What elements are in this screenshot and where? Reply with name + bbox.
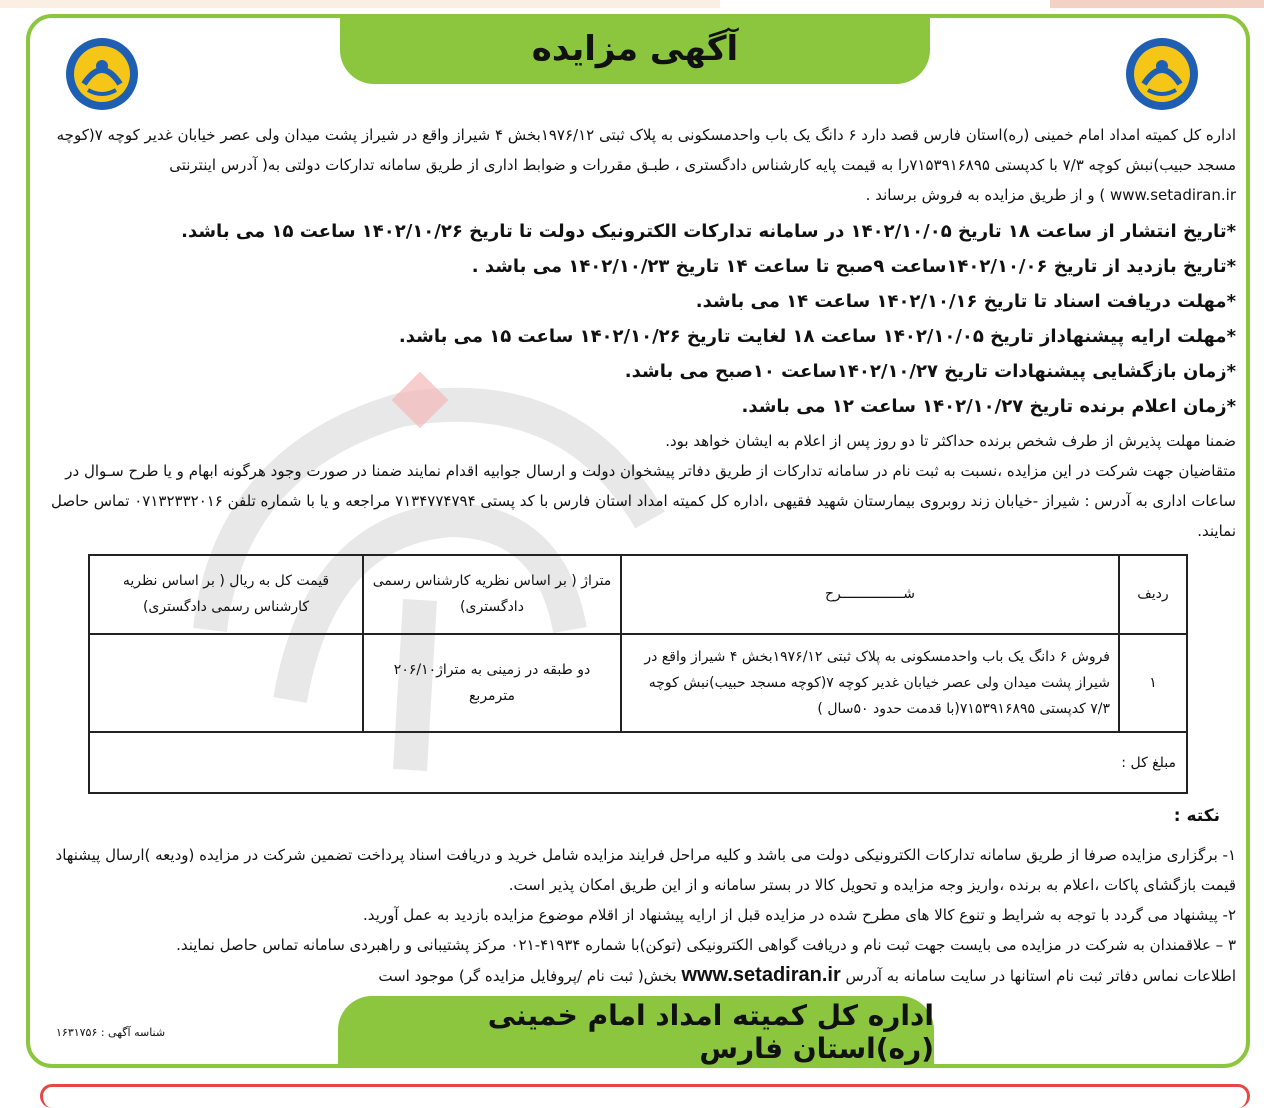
auction-table <box>88 554 1188 794</box>
applicants-note: متقاضیان جهت شرکت در این مزایده ،نسبت به ثبت نام در سامانه تدارکات از طریق دفاتر پیشخوان دولت و ارسال جوابیه اقدام نمایند ضمنا در صورت وجود هرگونه ابهام و یا طرح سـوال در ساعات اداری به آدرس : شیراز -خیابان زند روبروی بیمارستان شهید فقیهی ،اداره کل کمیته امداد استان فارس با کد پستی ۷۱۳۴۷۷۴۷۹۴ مراجعه و یا با شماره تلفن ۰۷۱۳۲۳۳۲۰۱۶ تماس حاصل نمایند. <box>51 462 1236 540</box>
note-item: ۲- پیشنهاد می گردد با توجه به شرایط و تنوع کالا های مطرح شده در مزایده قبل از ارایه پیشنهاد از اقلام موضوع مزایده بازدید به عمل آورید. <box>363 906 1236 924</box>
schedule-item: *مهلت دریافت اسناد تا تاریخ ۱۴۰۲/۱۰/۱۶ ساعت ۱۴ می باشد. <box>695 291 1236 312</box>
note-item: ۳ – علاقمندان به شرکت در مزایده می بایست جهت ثبت نام و دریافت گواهی الکترونیکی (توکن)با شماره ۴۱۹۳۴-۰۲۱ مرکز پشتیبانی و راهبردی سامانه تماس حاصل نمایند. <box>176 936 1236 954</box>
cell-row-number: ۱ <box>1119 634 1187 733</box>
page-title: آگهی مزایده <box>531 29 739 69</box>
note-title: نکته : <box>1173 806 1220 826</box>
notes-list <box>40 840 1236 991</box>
acceptance-note: ضمنا مهلت پذیرش از طرف شخص برنده حداکثر تا دو روز پس از اعلام به ایشان خواهد بود. <box>665 432 1236 450</box>
schedule-item: *تاریخ بازدید از تاریخ ۱۴۰۲/۱۰/۰۶ساعت ۹صبح تا ساعت ۱۴ تاریخ ۱۴۰۲/۱۰/۲۳ می باشد . <box>471 256 1236 277</box>
footer-org-name: اداره کل کمیته امداد امام خمینی (ره)استان فارس <box>487 999 934 1065</box>
header-area: متراژ ( بر اساس نظریه کارشناس رسمی دادگستری) <box>363 555 621 634</box>
imam-khomeini-relief-logo <box>64 36 140 112</box>
footer-banner <box>338 996 934 1068</box>
info-line-before: اطلاعات نماس دفاتر ثبت نام استانها در سایت سامانه به آدرس <box>840 967 1236 985</box>
table-row <box>89 634 1187 733</box>
imam-khomeini-relief-logo <box>1124 36 1200 112</box>
schedule-item: *تاریخ انتشار از ساعت ۱۸ تاریخ ۱۴۰۲/۱۰/۰۵ در سامانه تدارکات الکترونیک دولت تا تاریخ ۱۴۰۲/۱۰/۲۶ ساعت ۱۵ می باشد. <box>181 221 1236 242</box>
header-description: شـــــــــــــــرح <box>621 555 1119 634</box>
schedule-item: *زمان بازگشایی پیشنهادات تاریخ ۱۴۰۲/۱۰/۲۷ساعت ۱۰صبح می باشد. <box>624 361 1236 382</box>
header-row-number: ردیف <box>1119 555 1187 634</box>
website-link[interactable]: www.setadiran.ir <box>681 964 841 986</box>
info-line <box>40 960 1236 991</box>
schedule-item: *مهلت ارایه پیشنهاداز تاریخ ۱۴۰۲/۱۰/۰۵ ساعت ۱۸ لغایت تاریخ ۱۴۰۲/۱۰/۲۶ ساعت ۱۵ می باشد. <box>398 326 1236 347</box>
table-total-row <box>89 732 1187 793</box>
cell-area: دو طبقه در زمینی به متراژ۲۰۶/۱۰ مترمربع <box>363 634 621 733</box>
schedule-item: *زمان اعلام برنده تاریخ ۱۴۰۲/۱۰/۲۷ ساعت ۱۲ می باشد. <box>741 396 1236 417</box>
intro-paragraph: اداره کل کمیته امداد امام خمینی (ره)استان فارس قصد دارد ۶ دانگ یک باب واحدمسکونی به پلاک ثبتی ۱۹۷۶/۱۲بخش ۴ شیراز واقع در شیراز پشت میدان ولی عصر خیابان غدیر کوچه ۷(کوچه مسجد حبیب)نبش کوچه ۷/۳ با کدپستی ۷۱۵۳۹۱۶۸۹۵را به قیمت پایه کارشناس دادگستری ، طبـق مقررات و ضوابط اداری از طریق سامانه تدارکات دولتی به( آدرس اینترنتی www.setadiran.ir ) و از طریق مزایده به فروش برساند . <box>56 126 1236 204</box>
cell-price <box>89 634 363 733</box>
header-price: قیمت کل به ریال ( بر اساس نظریه کارشناس رسمی دادگستری) <box>89 555 363 634</box>
next-ad-border <box>40 1084 1250 1108</box>
schedule-list <box>40 214 1236 424</box>
note-item: ۱- برگزاری مزایده صرفا از طریق سامانه تدارکات الکترونیکی دولت می باشد و کلیه مراحل فرایند مزایده شامل خرید و دریافت اسناد پرداخت تضمین شرکت در مزایده (ودیعه )ارسال پیشنهاد قیمت بازگشای پاکات ،اعلام به برنده ،واریز وجه مزایده و تحویل کالا در بستر سامانه و از این طریق امکان پذیر است. <box>55 846 1236 894</box>
total-label: مبلغ کل : <box>89 732 1187 793</box>
ad-id: شناسه آگهی : ۱۶۳۱۷۵۶ <box>56 1026 166 1039</box>
title-banner <box>340 14 930 84</box>
info-line-after: بخش( ثبت نام /پروفایل مزایده گر) موجود است <box>378 967 682 985</box>
top-strip <box>0 0 1264 8</box>
cell-description: فروش ۶ دانگ یک باب واحدمسکونی به پلاک ثبتی ۱۹۷۶/۱۲بخش ۴ شیراز واقع در شیراز پشت میدان ولی عصر خیابان غدیر کوچه ۷(کوچه مسجد حبیب)نبش کوچه ۷/۳ کدپستی ۷۱۵۳۹۱۶۸۹۵(با قدمت حدود ۵۰سال ) <box>621 634 1119 733</box>
table-header-row <box>89 555 1187 634</box>
